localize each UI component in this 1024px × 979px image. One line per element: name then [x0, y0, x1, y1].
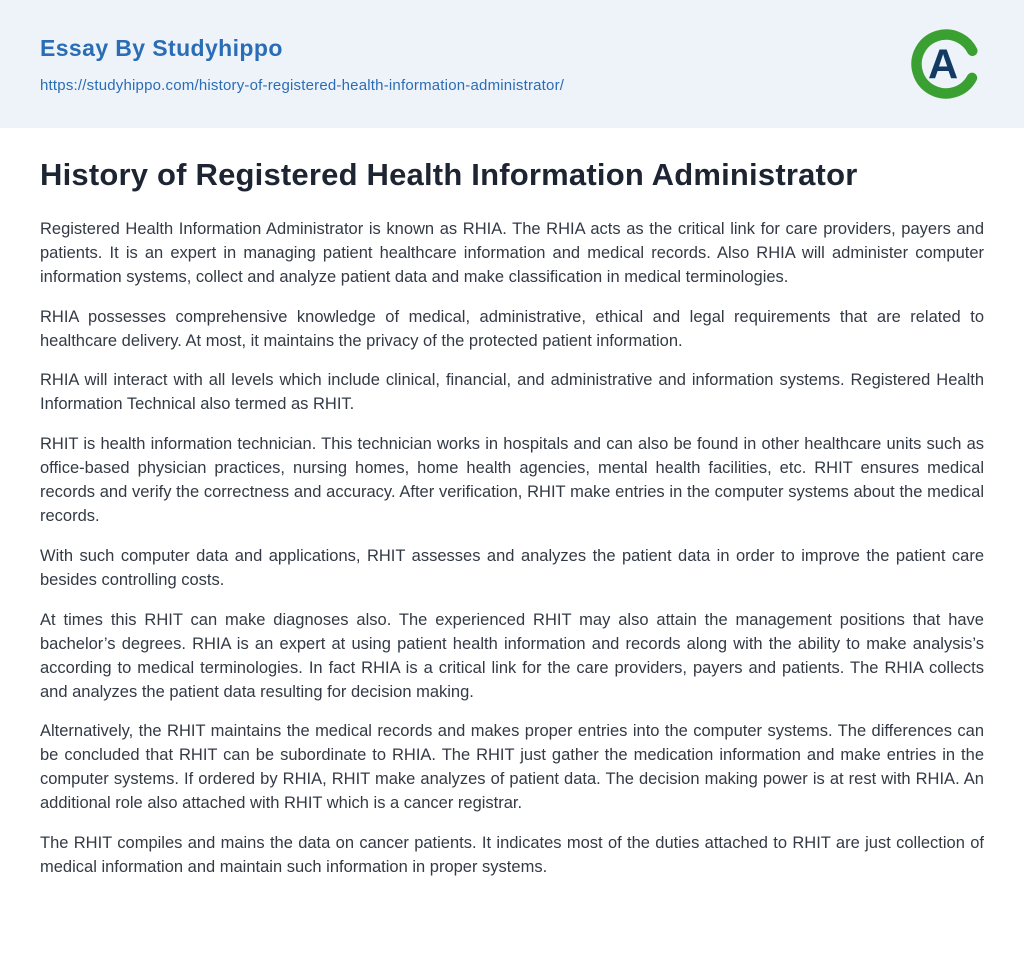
source-url-link[interactable]: https://studyhippo.com/history-of-registered-health-information-administrator/ [40, 76, 565, 94]
studyhippo-logo-icon [908, 26, 984, 102]
article-paragraph-6: At times this RHIT can make diagnoses also. The experienced RHIT may also attain the management positions that have bachelor’s degrees. RHIA is an expert at using patient health information and records along with the ability to make analysis’s according to medical terminologies. In fact RHIA is a critical link for the care providers, payers and patients. The RHIA collects and analyzes the patient data resulting for decision making. [40, 610, 984, 701]
article-paragraph-1: Registered Health Information Administrator is known as RHIA. The RHIA acts as the critical link for care providers, payers and patients. It is an expert in managing patient healthcare information and medical records. Also RHIA will administer computer information systems, collect and analyze patient data and make classification in medical terminologies. [40, 219, 984, 286]
article-paragraph-8: The RHIT compiles and mains the data on cancer patients. It indicates most of the duties attached to RHIT are just collection of medical information and maintain such information in proper systems. [40, 834, 984, 877]
article-paragraph-2: RHIA possesses comprehensive knowledge of medical, administrative, ethical and legal requirements that are related to healthcare delivery. At most, it maintains the privacy of the protected patient information. [40, 307, 984, 350]
article-paragraph-4: RHIT is health information technician. This technician works in hospitals and can also be found in other healthcare units such as office-based physician practices, nursing homes, home health agencies, mental health facilities, etc. RHIT ensures medical records and verify the correctness and accuracy. After verification, RHIT make entries in the computer systems about the medical records. [40, 435, 984, 526]
article-title: History of Registered Health Information Administrator [40, 157, 858, 192]
article-paragraph-7: Alternatively, the RHIT maintains the medical records and makes proper entries into the computer systems. The differences can be concluded that RHIT can be subordinate to RHIA. The RHIT just gather the medication information and make entries in the computer systems. If ordered by RHIA, RHIT make analyzes of patient data. The decision making power is at rest with RHIA. An additional role also attached with RHIT which is a cancer registrar. [40, 722, 984, 813]
article-paragraph-3: RHIA will interact with all levels which include clinical, financial, and administrative and information systems. Registered Health Information Technical also termed as RHIT. [40, 371, 984, 414]
site-header [0, 0, 1024, 128]
logo-letter: A [928, 40, 959, 88]
logo-svg [908, 26, 984, 102]
article [0, 128, 1024, 880]
site-title: Essay By Studyhippo [40, 34, 283, 61]
article-paragraph-5: With such computer data and applications, RHIT assesses and analyzes the patient data in order to improve the patient care besides controlling costs. [40, 546, 984, 589]
header-text-block [40, 35, 564, 94]
